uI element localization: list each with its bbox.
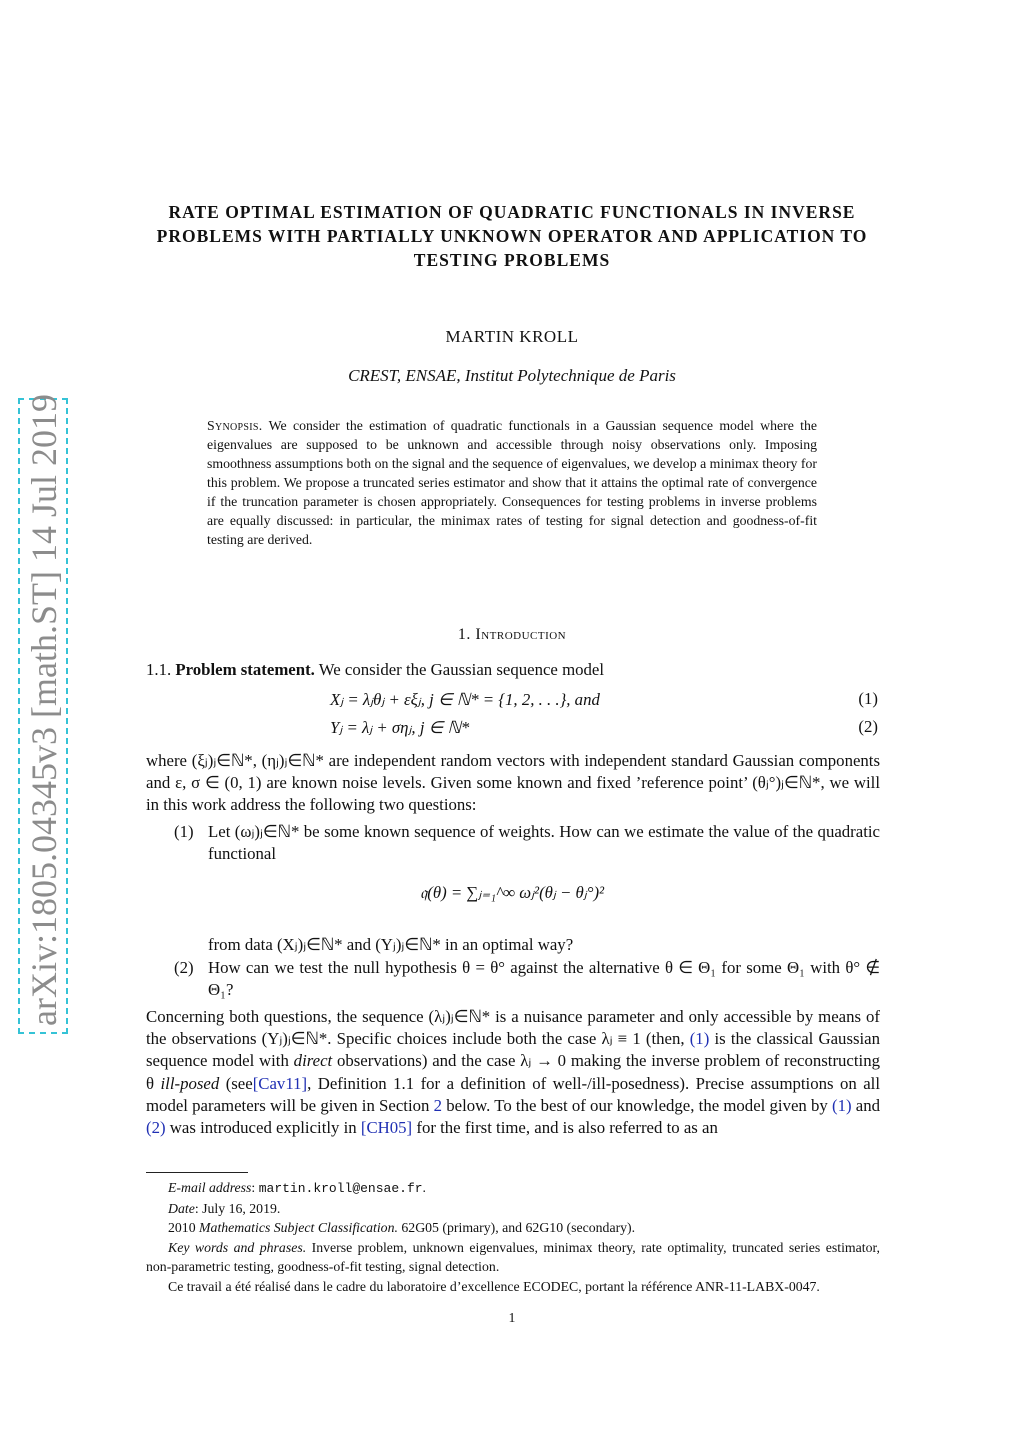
emphasis-direct: direct [293, 1051, 333, 1071]
citation-ch05-link[interactable]: [CH05] [360, 1118, 413, 1138]
date-label: Date [168, 1200, 195, 1216]
msc-label: Mathematics Subject Classification. [199, 1220, 398, 1235]
author-name: MARTIN KROLL [445, 327, 579, 346]
quadratic-functional-display [146, 868, 880, 930]
footnote-funding: Ce travail a été réalisé dans le cadre du laboratoire d’excellence ECODEC, portant la référence ANR-11-LABX-0047. [168, 1278, 820, 1294]
equation-1-number: (1) [858, 689, 878, 708]
question-1-tail-text: from data (Xⱼ)ⱼ∈ℕ* and (Yⱼ)ⱼ∈ℕ* in an optimal way? [208, 935, 574, 954]
subsection-number: 1.1. [146, 660, 172, 679]
date-value: July 16, 2019. [202, 1200, 281, 1216]
author-affiliation: CREST, ENSAE, Institut Polytechnique de Paris [348, 366, 676, 385]
equation-1-link[interactable]: (1) [689, 1029, 710, 1049]
synopsis-text: We consider the estimation of quadratic functionals in a Gaussian sequence model where the eigenvalues are supposed to be unknown and accessible through noisy observations only. Imposing smoothness assumptions both on the signal and the sequence of eigenvalues, we develop a minimax theory for this problem. We propose a truncated series estimator and show that it attains the optimal rate of convergence if the truncation parameter is chosen appropriately. Consequences for testing problems in inverse problems are equally discussed: in particular, the minimax rates of testing for signal detection and goodness-of-fit testing are derived. [207, 418, 817, 547]
question-1-number: (1) [174, 822, 194, 841]
paragraph-concerning-part-2: is the classical Gaussian sequence model with [146, 1029, 881, 1071]
question-1-text: Let (ωⱼ)ⱼ∈ℕ* be some known sequence of weights. How can we estimate the value of the quadratic functional [208, 822, 880, 864]
email-address[interactable]: martin.kroll@ensae.fr [258, 1181, 423, 1196]
question-2-number: (2) [174, 958, 194, 977]
subsection-intro-text: We consider the Gaussian sequence model [318, 660, 605, 679]
arxiv-stamp[interactable]: arXiv:1805.04345v3 [math.ST] 14 Jul 2019 [24, 394, 64, 1026]
footnote-date: Date: July 16, 2019. [168, 1200, 281, 1216]
keywords-label: Key words and phrases. [168, 1239, 307, 1255]
equation-2-link[interactable]: (2) [146, 1118, 166, 1138]
paragraph-concerning-part-1: Concerning both questions, the sequence (λⱼ)ⱼ∈ℕ* is a nuisance parameter and only accessible by means of the observations (Yⱼ)ⱼ∈ℕ*. Specific choices include both the case λⱼ ≡ 1 (then, [146, 1007, 880, 1049]
citation-cav11-link[interactable]: [Cav11] [252, 1073, 308, 1093]
footnote-keywords [146, 1238, 880, 1277]
footnote-rule [146, 1172, 248, 1173]
footnotes [146, 1178, 880, 1296]
synopsis [207, 416, 817, 549]
paragraph-concerning-part-7: and [855, 1095, 881, 1115]
equation-2-formula: Yⱼ = λⱼ + σηⱼ, j ∈ ℕ* [330, 718, 470, 737]
paragraph-concerning-part-3: observations) and the case λⱼ → 0 making the inverse problem of reconstructing θ [146, 1051, 880, 1093]
msc-year: 2010 [168, 1220, 196, 1235]
paragraph-concerning-part-6: below. To the best of our knowledge, the model given by [446, 1095, 828, 1115]
equation-2-number: (2) [858, 717, 878, 736]
paper-title: RATE OPTIMAL ESTIMATION OF QUADRATIC FUNCTIONALS IN INVERSE PROBLEMS WITH PARTIALLY UNKNOWN OPERATOR AND APPLICATION TO TESTING PROBLEMS [156, 202, 868, 270]
paragraph-concerning-part-9: for the first time, and is also referred to as an [416, 1118, 718, 1138]
footnote-msc [146, 1218, 880, 1238]
equation-1 [146, 689, 880, 713]
section-heading: 1. Introduction [457, 626, 567, 643]
msc-text: 62G05 (primary), and 62G10 (secondary). [401, 1220, 636, 1235]
subsection-title: Problem statement. [175, 660, 315, 679]
subsection-intro [146, 659, 880, 681]
question-2-text: How can we test the null hypothesis θ = θ° against the alternative θ ∈ Θ₁ for some Θ₁ with θ° ∉ Θ₁? [208, 958, 880, 1000]
paragraph-concerning-part-8: was introduced explicitly in [169, 1118, 357, 1138]
paragraph-concerning-part-4: (see [225, 1073, 253, 1093]
equation-1-formula: Xⱼ = λⱼθⱼ + εξⱼ, j ∈ ℕ* = {1, 2, . . .}, and [330, 690, 600, 709]
synopsis-label: Synopsis. [207, 418, 263, 433]
quadratic-functional-formula: 𝔮(θ) = ∑ⱼ₌₁^∞ ωⱼ²(θⱼ − θⱼ°)² [420, 883, 605, 902]
keywords-text: Inverse problem, unknown eigenvalues, minimax theory, rate optimality, truncated series estimator, non-parametric testing, goodness-of-fit testing, signal detection. [146, 1239, 880, 1274]
footnote-email: E-mail address: martin.kroll@ensae.fr. [168, 1180, 426, 1196]
paragraph-concerning-part-5: , Definition 1.1 for a definition of well-/ill-posedness). Precise assumptions on all model parameters will be given in Section [146, 1073, 880, 1115]
paragraph-concerning [146, 1006, 880, 1139]
email-label: E-mail address [168, 1180, 252, 1195]
equation-2 [146, 717, 880, 741]
emphasis-ill-posed: ill-posed [160, 1073, 220, 1093]
section-2-link[interactable]: 2 [433, 1095, 443, 1115]
equation-1-link-second[interactable]: (1) [832, 1095, 852, 1115]
paragraph-where: where (ξⱼ)ⱼ∈ℕ*, (ηⱼ)ⱼ∈ℕ* are independent random vectors with independent standard Gaussian components and ε, σ ∈ (0, 1) are known noise levels. Given some known and fixed ’reference point’ (θⱼ°)ⱼ∈ℕ*, we will in this work address the following two questions: [146, 751, 880, 815]
page-number: 1 [508, 1310, 516, 1325]
